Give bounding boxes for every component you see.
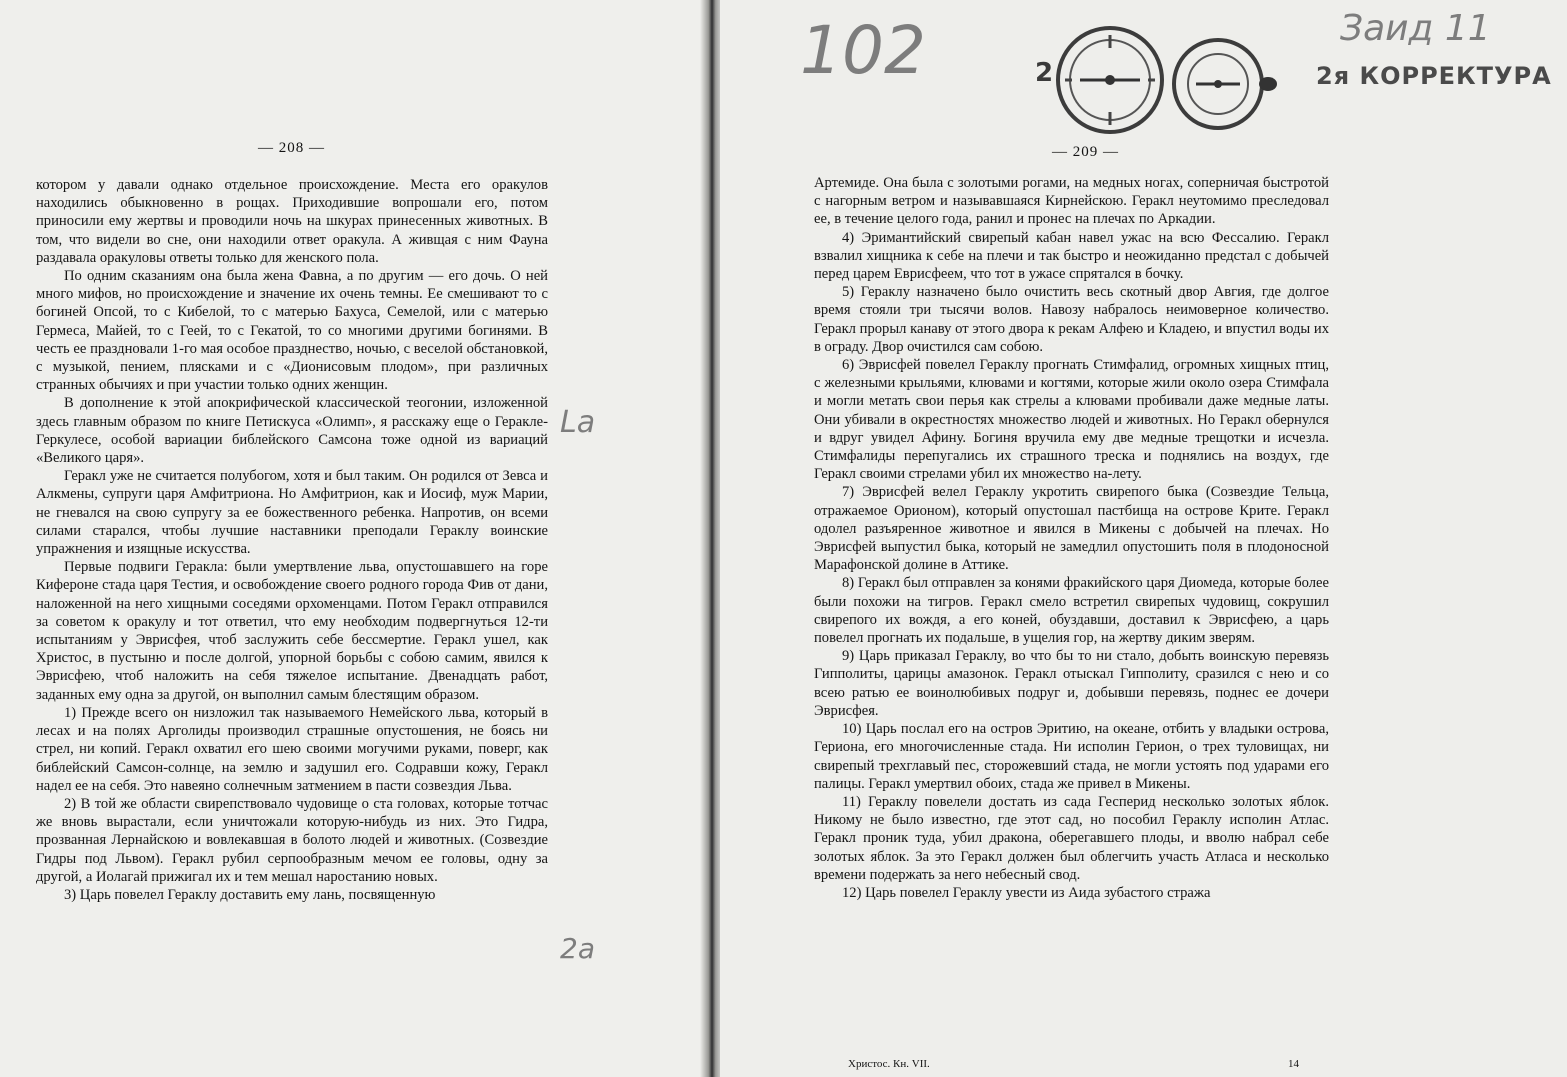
left-page-number: — 208 — — [258, 140, 325, 156]
paragraph: котором у давали однако отдельное происхождение. Места его оракулов находились обыкновенно в рощах. Приходившие вопрошали его, потом приносили ему жертвы и проводили ночь на шкурах принесенных животных. В том, что видели во сне, они находили ответ оракула. А живщая с ним Фауна раздавала оракуловы ответы только для женского пола. — [36, 177, 548, 266]
paragraph: 2) В той же области свирепствовало чудовище о ста головах, которые тотчас же вновь вырастали, если уничтожали которую-нибудь из них. Это Гидра, прозванная Лернайскою и вовлекавшая в болото людей и животных. (Созвездие Гидры под Львом). Геракл рубил серпообразным мечом ее головы, одну за другой, а Иолагай прижигал их и тем мешал наростанию новых. — [36, 795, 548, 885]
footer-signature: Христос. Кн. VII. — [848, 1058, 930, 1070]
paragraph: В дополнение к этой апокрифической классической теогонии, изложенной здесь главным образом по книге Петискуса «Олимп», я расскажу еще о Геракле-Геркулесе, особой вариации библейского Самсона тоже одной из вариаций «Великого царя». — [36, 395, 548, 467]
paragraph: 11) Гераклу повелели достать из сада Гесперид несколько золотых яблок. Никому не было известно, где этот сад, но пособил Гераклу исполин Атлас. Геракл проник туда, убил дракона, оберегавшего плоды, и вволю набрал себе золотых яблок. За это Геракл должен был облегчить участь Атласа и несколько времени подержать за него небесный свод. — [814, 793, 1329, 883]
paragraph: 12) Царь повелел Гераклу увести из Аида зубастого стража — [842, 884, 1211, 901]
paragraph: 6) Эврисфей повелел Гераклу прогнать Стимфалид, огромных хищных птиц, с железными крыльями, клювами и когтями, которые жили около озера Стимфала и могли метать свои перья как стрелы а клювами пробивали даже медные латы. Они убивали в окрестностях множество людей и животных. Но Геракл обернулся и вдруг увидел Афину. Богиня вручила ему две медные трещотки и исчезла. Стимфалиды перепугались их страшного треска и поднялись на воздух, где Геракл своими стрелами убил их множество на-лету. — [814, 357, 1329, 483]
paragraph: 10) Царь послал его на остров Эритию, на океане, отбить у владыки острова, Гериона, его многочисленные стада. Ни исполин Герион, о трех туловищах, ни свирепый трехглавый пес, сторожевший стада, не могли устоять под ударами его палицы. Геракл умертвил обоих, стада же привел в Микены. — [814, 721, 1329, 792]
paragraph: 7) Эврисфей велел Гераклу укротить свирепого быка (Созвездие Тельца, отражаемое Орионом), который опустошал пастбища на острове Крите. Геракл одолел разъяренное животное и явился в Микены с добычей на плечах. Но Эврисфей выпустил быка, который не замедлил опустошить поля в плодоносной Марафонской долине в Аттике. — [814, 484, 1329, 574]
pencil-mark-la: La — [560, 405, 596, 440]
correction-stamp: 2я КОРРЕКТУРА — [1316, 62, 1552, 90]
right-page-number: — 209 — — [1052, 144, 1119, 160]
paragraph: Артемиде. Она была с золотыми рогами, на медных ногах, соперничая быстротой с нагорным ветром и называвшаяся Кирнейскою. Геракл неутомимо преследовал ее, в течение целого года, ранил и пронес на плечах по Аркадии. — [814, 175, 1329, 228]
pencil-number: 102 — [800, 12, 926, 89]
pencil-annotation-top-right: Заид 11 — [1340, 8, 1491, 49]
paragraph: Первые подвиги Геракла: были умертвление льва, опустошавшего на горе Кифероне стада царя Тестия, и освобождение своего родного города Фив от дани, наложенной на него хищными соседями орхоменцами. Потом Геракл отправился за советом к оракулу и тот ответил, что ему необходим подвергнуться 12-ти испытаниям у Эврисфея, чтоб заслужить себе бессмертие. Геракл ушел, как Христос, в пустыню и после долгой, упорной борьбы с собою самим, явился к Эврисфею, чтоб наложить на себя тяжелое испытание. Двенадцать работ, заданных ему одна за другой, он выполнил самым блестящим образом. — [36, 559, 548, 703]
pencil-two: 2 — [1035, 58, 1054, 88]
footer-sheet-number: 14 — [1288, 1058, 1299, 1070]
left-page-text — [36, 176, 548, 904]
paragraph: По одним сказаниям она была жена Фавна, а по другим — его дочь. О ней много мифов, но происхождение и значение их очень темны. Ее смешивают то с богиней Опсой, то с Кибелой, то с матерью Бахуса, Семелой, или с матерью Гермеса, Майей, то с Геей, то с Гекатой, то со многими другими богинями. В честь ее праздновали 1-го мая особое празднество, ночью, с веселой обстановкой, с музыкой, пением, плясками и с «Дионисовым плодом», при различных странных обычиях и при участии только одних женщин. — [36, 268, 548, 394]
postmark-stamp-right-icon — [1168, 34, 1278, 134]
right-page-text — [814, 174, 1329, 902]
right-page — [720, 0, 1567, 1077]
paragraph: 1) Прежде всего он низложил так называемого Немейского льва, который в лесах и на полях Арголиды производил страшные опустошения, не боясь ни стрел, ни копий. Геракл охватил его шею своими могучими руками, поверг, как библейский Самсон-солнце, на землю и задушил его. Содравши кожу, Геракл надел ее на себя. Это навеяно солнечным затмением в пасти созвездия Льва. — [36, 704, 548, 794]
paragraph: 5) Гераклу назначено было очистить весь скотный двор Авгия, где долгое время стояли три тысячи волов. Навозу набралось неимоверное количество. Геракл прорыл канаву от этого двора к рекам Алфею и Кладею, и впустил воды их в ограду. Двор очистился сам собою. — [814, 284, 1329, 355]
paragraph: 9) Царь приказал Гераклу, во что бы то ни стало, добыть воинскую перевязь Гипполиты, царицы амазонок. Геракл отыскал Гипполиту, сразился с нею и со всею ратью ее воинолюбивых подруг и, добывши перевязь, поднес ее дочери Эврисфея. — [814, 648, 1329, 719]
pencil-mark-2a: 2a — [560, 932, 595, 965]
paragraph: 4) Эримантийский свирепый кабан навел ужас на всю Фессалию. Геракл взвалил хищника к себе на плечи и так быстро и неожиданно предстал с добычей перед царем Еврисфеем, что тот в ужасе спрятался в бочку. — [814, 229, 1329, 283]
left-page — [0, 0, 708, 1077]
paragraph: 8) Геракл был отправлен за конями фракийского царя Диомеда, которые более были похожи на тигров. Геракл смело встретил свирепых чудовищ, сокрушил свирепого их вождя, а его коней, обуздавши, доставил к Эврисфею, а царь повелел прогнать их подальше, в ущелия гор, на жертву диким зверям. — [814, 575, 1329, 647]
postmark-stamp-left-icon — [1050, 20, 1170, 140]
paragraph: Геракл уже не считается полубогом, хотя и был таким. Он родился от Зевса и Алкмены, супруги царя Амфитриона. Но Амфитрион, как и Иосиф, муж Марии, не гневался на свою супругу за ее божественного ребенка. Напротив, он всеми силами старался, чтобы лучшие наставники преподали Гераклу воинские упражнения и изящные искусства. — [36, 468, 548, 558]
paragraph: 3) Царь повелел Гераклу доставить ему лань, посвященную — [64, 886, 436, 903]
